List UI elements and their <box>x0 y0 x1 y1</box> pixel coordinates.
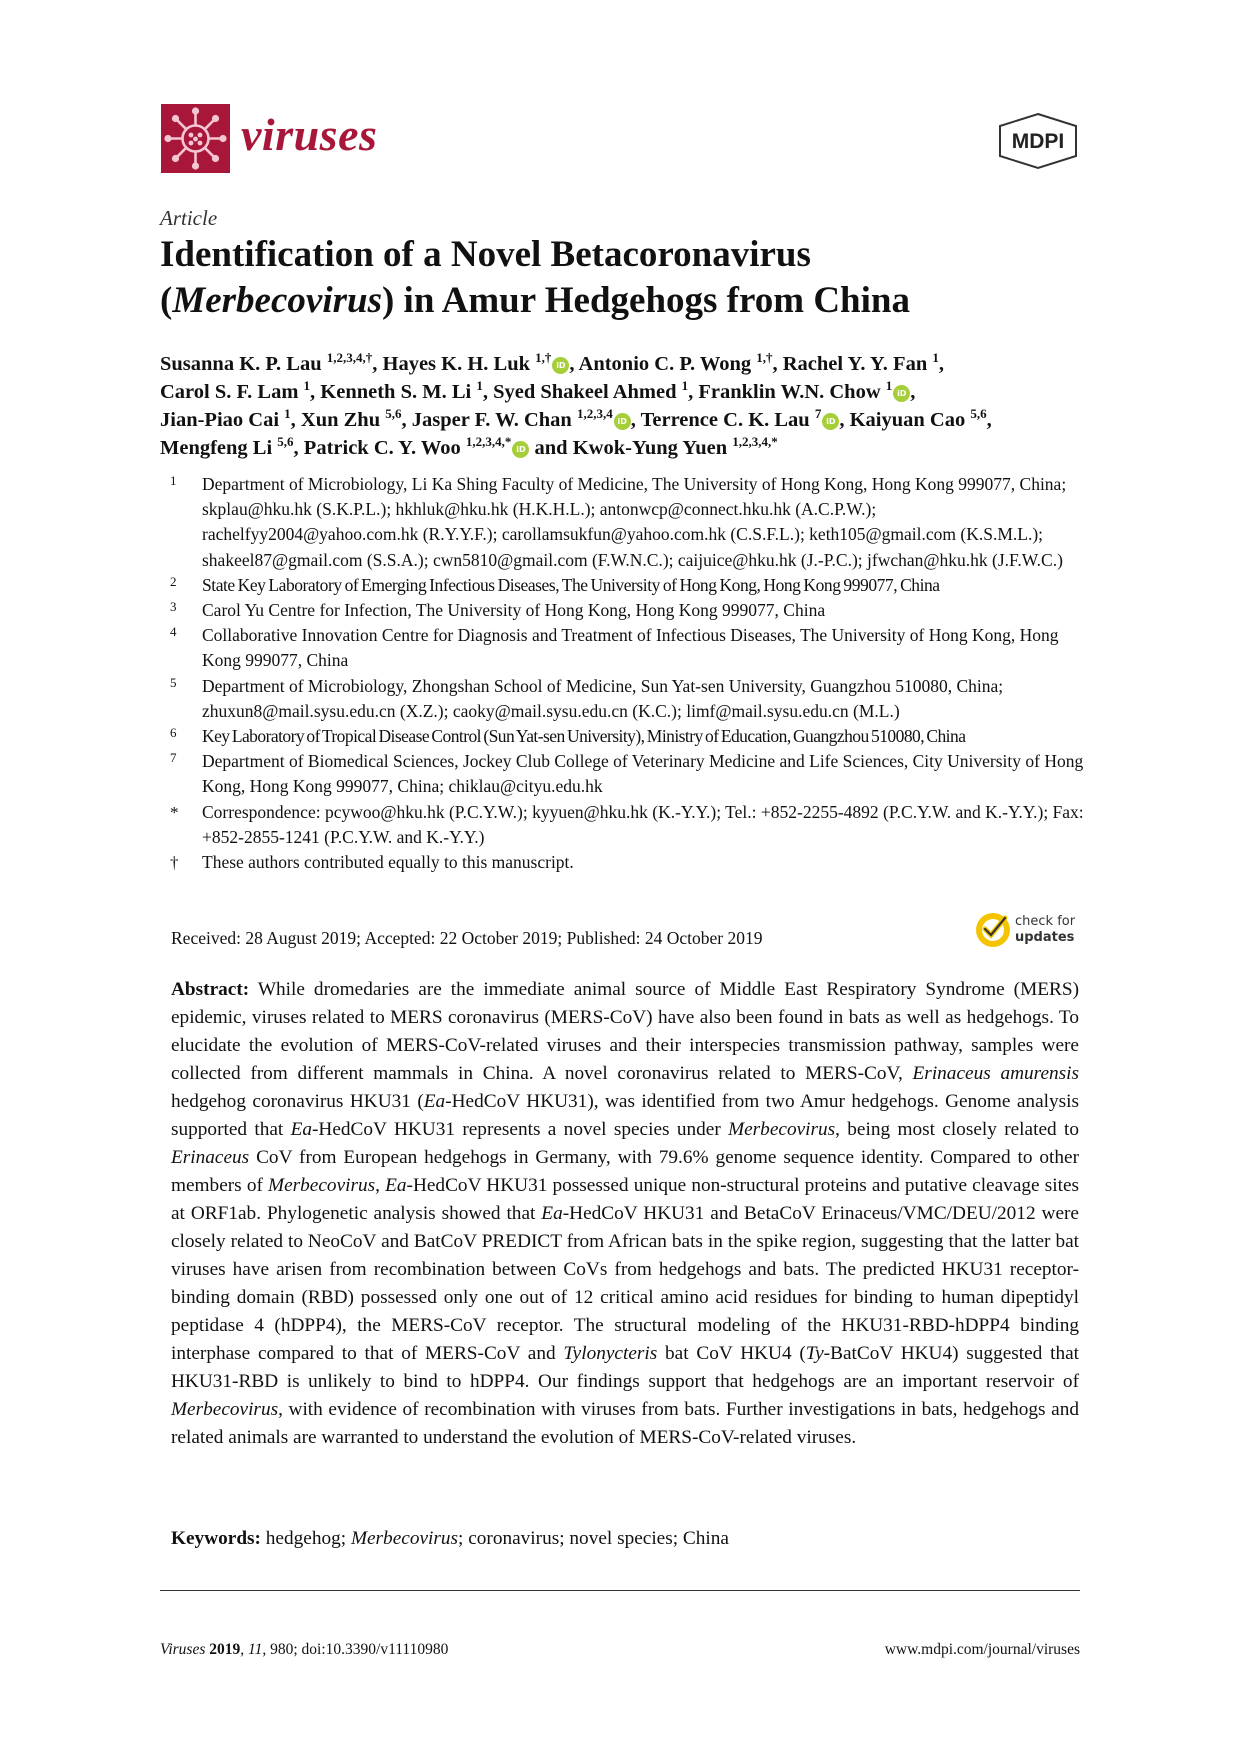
orcid-icon[interactable]: iD <box>822 413 839 430</box>
author-affiliation-marks: 1 <box>932 350 939 366</box>
abstract-text-segment: Merbecovirus <box>728 1119 836 1140</box>
author-name: Patrick C. Y. Woo <box>303 437 461 459</box>
abstract-text-segment: Ea <box>385 1175 407 1196</box>
author-name: Mengfeng Li <box>160 437 273 459</box>
author-separator: , <box>938 353 944 375</box>
footer-journal: Viruses <box>160 1641 206 1658</box>
author <box>849 406 992 431</box>
article-type-label: Article <box>160 206 218 230</box>
abstract-text-segment: Merbecovirus <box>268 1175 376 1196</box>
keywords <box>171 1528 729 1550</box>
check-updates-line-2: updates <box>1015 930 1075 945</box>
affiliation-text: State Key Laboratory of Emerging Infectious Diseases, The University of Hong Kong, Hong Kong 999077, China <box>202 574 940 595</box>
author-affiliation-marks: 1 <box>303 378 311 394</box>
author <box>572 434 778 459</box>
author <box>160 378 316 403</box>
author-affiliation-marks: 5,6 <box>970 406 987 422</box>
virus-icon <box>161 104 230 173</box>
footer-year: 2019 <box>209 1641 241 1658</box>
author-name: Jian-Piao Cai <box>160 409 280 431</box>
author-separator: , <box>290 409 296 431</box>
affiliation-text: Carol Yu Centre for Infection, The University of Hong Kong, Hong Kong 999077, China <box>202 600 826 621</box>
author <box>300 406 407 431</box>
author <box>698 378 916 403</box>
affiliation-item <box>160 850 1090 875</box>
author-affiliation-marks: 1 <box>885 378 893 394</box>
affiliation-marker: 1 <box>170 473 177 488</box>
abstract-text-segment: , with evidence of recombination with viruses from bats. Further investigations in bats, hedgehogs and related animals are warranted to understand the evolution of MERS-CoV-related viruses. <box>171 1399 1079 1448</box>
affiliation-text: Department of Biomedical Sciences, Jockey Club College of Veterinary Medicine and Life Sciences, City University of Hong Kong, Hong Kong 999077, China; chiklau@cityu.edu.hk <box>202 751 1084 797</box>
affiliation-marker: 5 <box>170 674 177 690</box>
author-name: Kaiyuan Cao <box>849 409 966 431</box>
author-affiliation-marks: 1,2,3,4 <box>576 406 613 422</box>
affiliation-item <box>160 724 1090 749</box>
abstract-text-segment: Ea <box>423 1091 446 1112</box>
author-name: Kwok-Yung Yuen <box>572 437 728 459</box>
author-separator: , <box>293 437 299 459</box>
author-name: Rachel Y. Y. Fan <box>782 353 928 375</box>
journal-name: viruses <box>241 109 378 160</box>
keywords-text-segment: Merbecovirus <box>350 1528 459 1549</box>
abstract-text-segment: -HedCoV HKU31 possessed unique non-structural proteins and putative cleavage sites at ORF1ab. Phylogenetic analysis showed that <box>171 1175 1079 1224</box>
author-separator: , <box>688 381 694 403</box>
author-affiliation-marks: 1 <box>476 378 483 394</box>
abstract-text-segment: Erinaceus amurensis <box>912 1063 1080 1084</box>
author-separator: , <box>986 409 992 431</box>
check-updates-text <box>1015 914 1075 946</box>
mdpi-logo-text: MDPI <box>1011 130 1065 153</box>
footer-volume: 11 <box>247 1641 263 1658</box>
author-separator: , <box>569 353 575 375</box>
author-name: Xun Zhu <box>300 409 381 431</box>
author-affiliation-marks: 5,6 <box>385 406 402 422</box>
affiliation-marker: 4 <box>170 624 177 640</box>
abstract-text-segment: CoV from European hedgehogs in Germany, with 79.6% genome sequence identity. Compared to other members of <box>171 1147 1079 1196</box>
affiliation-text: Department of Microbiology, Zhongshan School of Medicine, Sun Yat-sen University, Guangzhou 510080, China; zhuxun8@mail.sysu.edu.cn (X.Z.); caoky@mail.sysu.edu.cn (K.C.); limf@mail.sysu.edu.cn (M.L.) <box>202 675 1004 721</box>
keywords-label: Keywords: <box>171 1528 261 1549</box>
author-name: Carol S. F. Lam <box>160 381 299 403</box>
abstract-text-segment: Ea <box>541 1203 563 1224</box>
check-updates-line-1: check for <box>1015 914 1076 929</box>
author-separator: , <box>839 409 845 431</box>
author-name: Franklin W.N. Chow <box>698 381 881 403</box>
affiliation-item <box>160 800 1090 850</box>
citation-footer: Viruses 2019, 11, 980; doi:10.3390/v11110980 <box>160 1641 449 1658</box>
title-rest: ) in Amur Hedgehogs from China <box>381 280 910 321</box>
affiliation-item <box>160 623 1090 673</box>
author <box>411 406 636 431</box>
author-separator: , <box>372 353 378 375</box>
abstract-text-segment: -HedCoV HKU31 represents a novel species under <box>312 1119 729 1140</box>
author-name: Kenneth S. M. Li <box>320 381 472 403</box>
author <box>160 434 299 459</box>
author-separator: , <box>401 409 407 431</box>
author-name: Susanna K. P. Lau <box>160 353 322 375</box>
author-affiliation-marks: 7 <box>814 406 822 422</box>
affiliation-text: Key Laboratory of Tropical Disease Control (Sun Yat-sen University), Ministry of Education, Guangzhou 510080, China <box>202 726 966 747</box>
author <box>382 350 575 375</box>
abstract-text-segment: Merbecovirus <box>171 1399 279 1420</box>
keywords-text-segment: ; coronavirus; novel species; China <box>458 1528 729 1549</box>
title-line-1: Identification of a Novel Betacoronavirus <box>160 234 811 275</box>
affiliation-item <box>160 749 1090 799</box>
author-affiliation-marks: 1,† <box>535 350 552 366</box>
author-separator: , <box>482 381 488 403</box>
affiliation-list <box>160 472 1090 875</box>
author-affiliation-marks: 1,† <box>756 350 773 366</box>
affiliation-marker: 6 <box>170 725 177 741</box>
affiliation-marker: 7 <box>170 750 177 766</box>
author-separator: and <box>529 437 568 459</box>
article-title <box>160 232 1120 324</box>
abstract-text-segment: Ea <box>290 1119 313 1140</box>
abstract-text-segment: Erinaceus <box>171 1147 250 1168</box>
orcid-icon[interactable]: iD <box>893 385 910 402</box>
abstract-text-segment: , being most closely related to <box>835 1119 1079 1140</box>
abstract <box>171 976 1079 1452</box>
title-line-2 <box>160 278 1120 324</box>
abstract-text-segment: Ty <box>805 1343 824 1364</box>
affiliation-item <box>160 674 1090 724</box>
mdpi-logo-icon <box>996 112 1080 175</box>
author-separator: , <box>310 381 316 403</box>
author-separator: , <box>630 409 636 431</box>
author-affiliation-marks: 1,2,3,4,† <box>326 350 373 366</box>
check-updates-icon <box>975 912 1011 948</box>
author <box>493 378 694 403</box>
abstract-text-segment: While dromedaries are the immediate animal source of Middle East Respiratory Syndrome (MERS) epidemic, viruses related to MERS coronavirus (MERS-CoV) have also been found in bats as well as hedgehogs. To elucidate the evolution of MERS-CoV-related viruses and their interspecies transmission pathway, samples were collected from different mammals in China. A novel coronavirus related to MERS-CoV, <box>171 979 1079 1084</box>
title-paren: ( <box>160 280 173 321</box>
affiliation-text: These authors contributed equally to this manuscript. <box>202 852 574 873</box>
affiliation-marker: 2 <box>170 573 177 589</box>
author-list <box>160 350 1110 462</box>
author-affiliation-marks: 1 <box>681 378 689 394</box>
author-name: Hayes K. H. Luk <box>382 353 531 375</box>
abstract-label: Abstract: <box>171 979 250 1000</box>
author <box>320 378 488 403</box>
journal-url-link[interactable]: www.mdpi.com/journal/viruses <box>884 1641 1080 1658</box>
affiliation-item <box>160 472 1090 573</box>
affiliation-marker: † <box>170 853 179 873</box>
journal-logo-icon <box>161 104 230 173</box>
affiliation-text: Correspondence: pcywoo@hku.hk (P.C.Y.W.); kyyuen@hku.hk (K.-Y.Y.); Tel.: +852-2255-4892 (P.C.Y.W. and K.-Y.Y.); Fax: +852-2855-1241 (P.C.Y.W. and K.-Y.Y.) <box>202 801 1084 847</box>
abstract-text-segment: -HedCoV HKU31 and BetaCoV Erinaceus/VMC/DEU/2012 were closely related to NeoCoV and BatCoV PREDICT from African bats in the spike region, suggesting that the latter bat viruses have arisen from recombination between CoVs from hedgehogs and bats. The predicted HKU31 receptor-binding domain (RBD) possessed only one out of 12 critical amino acid residues for binding to human dipeptidyl peptidase 4 (hDPP4), the MERS-CoV receptor. The structural modeling of the HKU31-RBD-hDPP4 binding interphase compared to that of MERS-CoV and <box>171 1203 1079 1364</box>
author-separator: , <box>772 353 778 375</box>
check-for-updates-badge[interactable] <box>975 912 1095 956</box>
affiliation-text: Collaborative Innovation Centre for Diagnosis and Treatment of Infectious Diseases, The University of Hong Kong, Hong Kong 999077, China <box>202 625 1059 671</box>
orcid-icon[interactable]: iD <box>512 441 529 458</box>
author <box>303 434 568 459</box>
orcid-icon[interactable]: iD <box>614 413 631 430</box>
footer-divider <box>160 1590 1080 1591</box>
abstract-text-segment: -BatCoV HKU4) suggested that HKU31-RBD is unlikely to bind to hDPP4. Our findings support that hedgehogs are an important reservoir of <box>171 1343 1079 1392</box>
author <box>782 350 944 375</box>
author-name: Jasper F. W. Chan <box>411 409 572 431</box>
affiliation-text: Department of Microbiology, Li Ka Shing Faculty of Medicine, The University of Hong Kong, Hong Kong 999077, China; skplau@hku.hk (S.K.P.L.); hkhluk@hku.hk (H.K.H.L.); antonwcp@connect.hku.hk (A.C.P.W.); rachelfyy2004@yahoo.com.hk (R.Y.Y.F.); carollamsukfun@yahoo.com.hk (C.S.F.L.); keth105@gmail.com (K.S.M.L.); shakeel87@gmail.com (S.S.A.); cwn5810@gmail.com (F.W.N.C.); caijuice@hku.hk (J.-P.C.); jfwchan@hku.hk (J.F.W.C.) <box>202 474 1067 570</box>
author-affiliation-marks: 1,2,3,4,* <box>465 434 512 450</box>
author-separator: , <box>910 381 916 403</box>
author <box>160 350 378 375</box>
affiliation-marker: * <box>170 802 179 822</box>
abstract-text-segment: bat CoV HKU4 ( <box>657 1343 806 1364</box>
author-affiliation-marks: 5,6 <box>277 434 294 450</box>
abstract-text-segment: , <box>375 1175 386 1196</box>
author <box>578 350 778 375</box>
abstract-text-segment: -HedCoV HKU31), was identified from two Amur hedgehogs. Genome analysis supported that <box>171 1091 1079 1140</box>
title-genus: Merbecovirus <box>172 280 382 321</box>
author-name: Syed Shakeel Ahmed <box>493 381 677 403</box>
author <box>160 406 296 431</box>
author-affiliation-marks: 1,2,3,4,* <box>732 434 778 450</box>
orcid-icon[interactable]: iD <box>552 357 569 374</box>
keywords-text-segment: hedgehog; <box>260 1528 351 1549</box>
author-name: Terrence C. K. Lau <box>640 409 810 431</box>
affiliation-marker: 3 <box>170 599 177 615</box>
author-affiliation-marks: 1 <box>284 406 291 422</box>
publication-dates: Received: 28 August 2019; Accepted: 22 October 2019; Published: 24 October 2019 <box>171 928 763 948</box>
affiliation-item <box>160 573 1090 598</box>
author-name: Antonio C. P. Wong <box>578 353 752 375</box>
footer-doi: , 980; doi:10.3390/v11110980 <box>262 1641 449 1658</box>
author <box>640 406 845 431</box>
affiliation-item <box>160 598 1090 623</box>
abstract-text-segment: Tylonycteris <box>563 1343 658 1364</box>
abstract-text-segment: hedgehog coronavirus HKU31 ( <box>171 1091 424 1112</box>
